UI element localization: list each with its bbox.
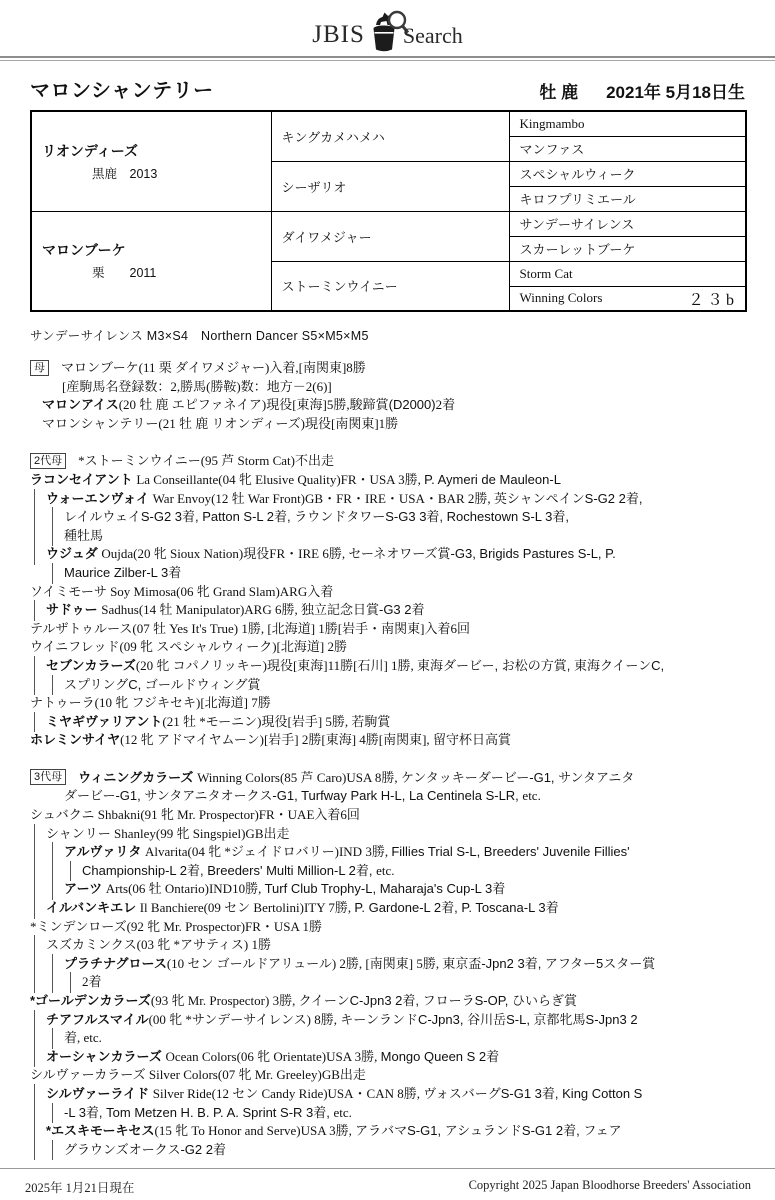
sire-sire-dam-cell: マンファス [509, 136, 746, 161]
generation-label: 3代母 [30, 769, 66, 785]
note-text: (12 牝 アドマイヤムーン)[岩手] 2勝[東海] 4勝[南関東], [120, 732, 433, 748]
note-text: (20 牝 コパノリッキー)現役[東海]11勝[石川] 1勝, [135, 657, 418, 673]
note-text: スズカミンクス(03 牝 *アサティス) 1勝 [46, 937, 271, 953]
tree-line [34, 861, 35, 882]
pedigree-line [30, 880, 775, 899]
dam-coat-year: 栗 2011 [92, 266, 157, 281]
sire-dam-sire-cell: スペシャルウィーク [509, 161, 746, 186]
dam-dam-cell: ストーミンウイニー [271, 261, 509, 311]
dam-dam-dam-name: Winning Colors [519, 290, 603, 306]
note-text: ソイミモーサ Soy Mimosa(06 牝 Grand Slam)ARG入着 [30, 583, 334, 599]
note-text: ナトゥーラ(10 牝 フジキセキ)[北海道] 7勝 [30, 695, 271, 711]
race-name: 駿蹄賞(D2000) [349, 397, 436, 413]
footer-divider [0, 1168, 775, 1169]
pedigree-line [30, 378, 775, 397]
race-name: キーンランドC-Jpn3, 谷川岳S-L, 京都牝馬S-Jpn3 2 [340, 1011, 638, 1027]
pedigree-line [30, 1048, 775, 1067]
generation-label: 母 [30, 360, 49, 376]
horse-name: ホレミンサイヤ [30, 732, 121, 748]
dam-sire-sire-cell: サンデーサイレンス [509, 211, 746, 236]
tree-line [52, 972, 53, 993]
pedigree-line [30, 713, 775, 732]
pedigree-line [30, 973, 775, 992]
tree-line [70, 972, 71, 993]
inbreeding-note: サンデーサイレンス M3×S4 Northern Dancer S5×M5×M5 [30, 329, 369, 343]
tree-line [52, 675, 53, 696]
pedigree-line [30, 1066, 775, 1085]
tree-line [34, 1084, 35, 1105]
pedigree-line [30, 359, 775, 378]
note-text: シルヴァーカラーズ Silver Colors(07 牝 Mr. Greeley)GB出走 [30, 1067, 366, 1083]
note-text: (10 セン ゴールドアリュール) 2勝, [南関東] 5勝, [166, 955, 443, 971]
race-name: -L 3着, Tom Metzen H. B. P. A. Sprint S-R 3着, [64, 1104, 334, 1120]
race-name: ダービー-G1, サンタアニタオークス-G1, Turfway Park H-L, La Centinela S-LR, [64, 788, 523, 804]
tree-line [52, 954, 53, 975]
sire-coat-year: 黒鹿 2013 [92, 166, 158, 181]
horse-name: ウジュダ [46, 546, 102, 562]
pedigree-line [30, 825, 775, 844]
tree-line [34, 1028, 35, 1049]
note-text: シャンリー Shanley(99 牝 Singspiel)GB出走 [46, 825, 290, 841]
pedigree-line [30, 564, 775, 583]
note-section-granddam [30, 452, 775, 750]
horse-name: *エスキモーキセス [46, 1123, 155, 1139]
note-text: (15 牝 To Honor and Serve)USA 3勝, [154, 1123, 356, 1139]
pedigree-line [30, 1141, 775, 1160]
pedigree-line [30, 806, 775, 825]
tree-line [34, 1010, 35, 1031]
race-name: Maurice Zilber-L 3着 [64, 564, 182, 580]
pedigree-line [30, 396, 775, 415]
pedigree-line [30, 657, 775, 676]
tree-line [34, 1140, 35, 1161]
horse-name: ウィニングカラーズ [78, 769, 198, 785]
note-text: *ミンデンローズ(92 牝 Mr. Prospector)FR・USA 1勝 [30, 918, 322, 934]
note-text: Sadhus(14 牡 Manipulator)ARG 6勝, [101, 602, 301, 618]
pedigree-line [30, 601, 775, 620]
pedigree-line [30, 843, 775, 862]
race-name: グラウンズオークス-G2 2着 [64, 1141, 226, 1157]
horse-name: ラコンセイアント [30, 471, 137, 487]
note-text: マロンシャンテリー(21 牡 鹿 リオンディーズ)現役[南関東]1勝 [42, 415, 399, 431]
note-text: 種牡馬 [64, 527, 104, 543]
tree-line [34, 526, 35, 547]
note-text: etc. [333, 1104, 352, 1120]
race-name: スプリングC, ゴールドウィング賞 [64, 676, 261, 692]
note-section-dam [30, 359, 775, 433]
tree-line [52, 507, 53, 528]
note-text: *ストーミンウイニー(95 芦 Storm Cat)不出走 [78, 453, 334, 469]
tree-line [52, 879, 53, 900]
tree-line [34, 1047, 35, 1068]
pedigree-line [30, 1104, 775, 1123]
dam-dam-sire-cell: Storm Cat [509, 261, 746, 286]
search-logo-text: Search [402, 23, 463, 48]
sire-cell [31, 111, 271, 211]
race-name: レイルウェイS-G2 3着, Patton S-L 2着, ラウンドタワーS-G3 3着, Rochestown S-L 3着, [64, 509, 570, 525]
horse-name: マロンアイス [42, 397, 119, 413]
note-text: (21 牡 *モーニン)現役[岩手] 5勝, [162, 713, 352, 729]
horse-name: イルバンキエレ [46, 900, 140, 916]
tree-line [34, 842, 35, 863]
note-text: 2着 [435, 397, 456, 413]
race-name: P. Gardone-L 2着, P. Toscana-L 3着 [354, 900, 559, 916]
race-name: アラバマS-G1, アシュランドS-G1 2着, フェア [355, 1123, 622, 1139]
note-text: ウイニフレッド(09 牝 スペシャルウィーク)[北海道] 2勝 [30, 639, 347, 655]
note-text: シュバクニ Shbakni(91 牝 Mr. Prospector)FR・UAE入着6回 [30, 807, 360, 823]
race-name: ケンタッキーダービー-G1, サンタアニタ [400, 769, 635, 785]
note-text: [産駒馬名登録数：2,勝馬(勝鞍)数：地方－2(6)] [62, 378, 332, 394]
data-date-label: 2025年 1月21日現在 [25, 1181, 135, 1195]
horse-name: サドゥー [46, 602, 102, 618]
pedigree-line [30, 508, 775, 527]
race-name: Championship-L 2着, Breeders' Multi Million-L 2着, [82, 862, 377, 878]
horse-name: プラチナグロース [64, 955, 167, 971]
note-text: etc. [522, 788, 541, 804]
tree-line [52, 861, 53, 882]
race-name: Mongo Queen S 2着 [380, 1048, 500, 1064]
note-text: La Conseillante(04 牝 Elusive Quality)FR・USA 3勝, [136, 471, 425, 487]
pedigree-line [30, 1122, 775, 1141]
pedigree-table [30, 110, 747, 312]
pedigree-line [30, 545, 775, 564]
note-text: Il Banchiere(09 セン Bertolini)ITY 7勝, [139, 900, 355, 916]
pedigree-line [30, 676, 775, 695]
horse-name: アルヴァリタ [64, 844, 145, 860]
note-text: Alvarita(04 牝 *ジェイドロバリー)IND 3勝, [144, 844, 392, 860]
note-text: (00 牝 *サンデーサイレンス) 8勝, [148, 1011, 341, 1027]
note-text: War Envoy(12 牡 War Front)GB・FR・IRE・USA・BAR 2勝, [152, 490, 494, 506]
tree-line [34, 507, 35, 528]
note-text: Oujda(20 牝 Sioux Nation)現役FR・IRE 6勝, [101, 546, 349, 562]
copyright-label: Copyright 2025 Japan Bloodhorse Breeders' Association [468, 1178, 751, 1192]
tree-line [34, 879, 35, 900]
tree-line [52, 842, 53, 863]
tree-line [34, 489, 35, 510]
pedigree-line [30, 769, 775, 788]
horse-name-title: マロンシャンテリー [30, 80, 214, 102]
family-number: ２３b [687, 291, 737, 309]
sire-name: リオンディーズ [42, 142, 139, 159]
horse-name: *ゴールデンカラーズ [30, 993, 151, 1008]
page-header [0, 0, 775, 56]
pedigree-line [30, 992, 775, 1011]
horse-name: アーツ [64, 881, 106, 897]
sire-sire-sire-cell: Kingmambo [509, 111, 746, 136]
pedigree-line [30, 452, 775, 471]
pedigree-line [30, 583, 775, 602]
race-name: 東京盃-Jpn2 3着, アフター5スター賞 [442, 955, 656, 971]
pedigree-line [30, 620, 775, 639]
note-section-great-granddam [30, 769, 775, 1159]
pedigree-line [30, 955, 775, 974]
tree-line [34, 954, 35, 975]
horse-name: シルヴァーライド [46, 1085, 153, 1101]
tree-line [52, 1140, 53, 1161]
horse-name: ウォーエンヴォイ [46, 490, 153, 506]
dam-sire-cell: ダイワメジャー [271, 211, 509, 261]
horse-name: ミヤギヴァリアント [46, 713, 163, 729]
dam-name: マロンブーケ [42, 242, 126, 259]
jbis-search-logo[interactable] [312, 9, 463, 52]
tree-line [34, 1121, 35, 1142]
tree-line [70, 861, 71, 882]
note-text: etc. [376, 862, 395, 878]
pedigree-line [30, 936, 775, 955]
note-text: マロンブーケ(11 栗 ダイワメジャー)入着,[南関東]8勝 [61, 360, 366, 375]
tree-line [34, 544, 35, 565]
note-text: (93 牝 Mr. Prospector) 3勝, [150, 993, 299, 1008]
race-name: Fillies Trial S-L, Breeders' Juvenile Fillies' [391, 844, 630, 860]
sire-sire-cell: キングカメハメハ [271, 111, 509, 161]
tree-line [34, 675, 35, 696]
race-name: Turf Club Trophy-L, Maharaja's Cup-L 3着 [264, 881, 506, 897]
note-text: テルザトゥルース(07 牡 Yes It's True) 1勝, [北海道] 1勝[岩手・南関東]入着6回 [30, 620, 470, 636]
pedigree-line [30, 1085, 775, 1104]
note-text: 2着 [82, 974, 102, 990]
note-text: Arts(06 牡 Ontario)IND10勝, [105, 881, 265, 897]
pedigree-notes [30, 359, 775, 1159]
generation-label: 2代母 [30, 453, 66, 469]
tree-line [34, 935, 35, 956]
sire-dam-cell: シーザリオ [271, 161, 509, 211]
pedigree-line [30, 787, 775, 806]
pedigree-line [30, 694, 775, 713]
tree-line [34, 656, 35, 677]
pedigree-line [30, 1029, 775, 1048]
pedigree-line [30, 490, 775, 509]
note-text: 着, etc. [64, 1030, 102, 1046]
jbis-logo-text: JBIS [312, 21, 365, 48]
tree-line [34, 712, 35, 733]
pedigree-line [30, 415, 775, 434]
pedigree-line [30, 731, 775, 750]
tree-line [34, 600, 35, 621]
race-name: セーネオワーズ賞-G3, Brigids Pastures S-L, P. [348, 546, 616, 562]
pedigree-line [30, 862, 775, 881]
sex-coat-label: 牡 鹿 [539, 83, 579, 102]
horse-name: セブンカラーズ [46, 657, 136, 673]
tree-line [34, 972, 35, 993]
page-footer [25, 1178, 751, 1196]
race-name: 東海ダービー, お松の方賞, 東海クイーンC, [417, 657, 665, 673]
tree-line [34, 898, 35, 919]
race-name: 若駒賞 [351, 713, 391, 729]
tree-line [52, 1028, 53, 1049]
dam-cell [31, 211, 271, 311]
pedigree-line [30, 527, 775, 546]
race-name: 独立記念日賞-G3 2着 [300, 602, 425, 618]
horse-name: オーシャンカラーズ [46, 1048, 166, 1064]
sire-dam-dam-cell: キロフプリミエール [509, 186, 746, 211]
title-bar [30, 74, 745, 103]
race-name: 英シャンペインS-G2 2着, [493, 490, 643, 506]
tree-line [34, 824, 35, 845]
horse-profile [539, 78, 745, 103]
dam-dam-dam-cell [509, 286, 746, 311]
pedigree-line [30, 471, 775, 490]
race-name: ヴォスバーグS-G1 3着, King Cotton S [423, 1085, 643, 1101]
horse-name: チアフルスマイル [46, 1011, 149, 1027]
pedigree-line [30, 899, 775, 918]
pedigree-line [30, 1011, 775, 1030]
race-name: P. Aymeri de Mauleon-L [424, 471, 561, 487]
note-text: (20 牡 鹿 エピファネイア)現役[東海]5勝, [118, 397, 350, 413]
tree-line [52, 1103, 53, 1124]
birthdate-label: 2021年 5月18日生 [606, 83, 745, 102]
tree-line [52, 526, 53, 547]
tree-line [34, 1103, 35, 1124]
note-text: Ocean Colors(06 牝 Orientate)USA 3勝, [165, 1048, 381, 1064]
dam-sire-dam-cell: スカーレットブーケ [509, 236, 746, 261]
note-text: Silver Ride(12 セン Candy Ride)USA・CAN 8勝, [152, 1085, 424, 1101]
pedigree-line [30, 638, 775, 657]
race-name: 留守杯日高賞 [432, 732, 511, 748]
tree-line [52, 563, 53, 584]
note-text: Winning Colors(85 芦 Caro)USA 8勝, [197, 769, 401, 785]
race-name: クイーンC-Jpn3 2着, フローラS-OP, ひいらぎ賞 [298, 993, 577, 1008]
pedigree-line [30, 918, 775, 937]
